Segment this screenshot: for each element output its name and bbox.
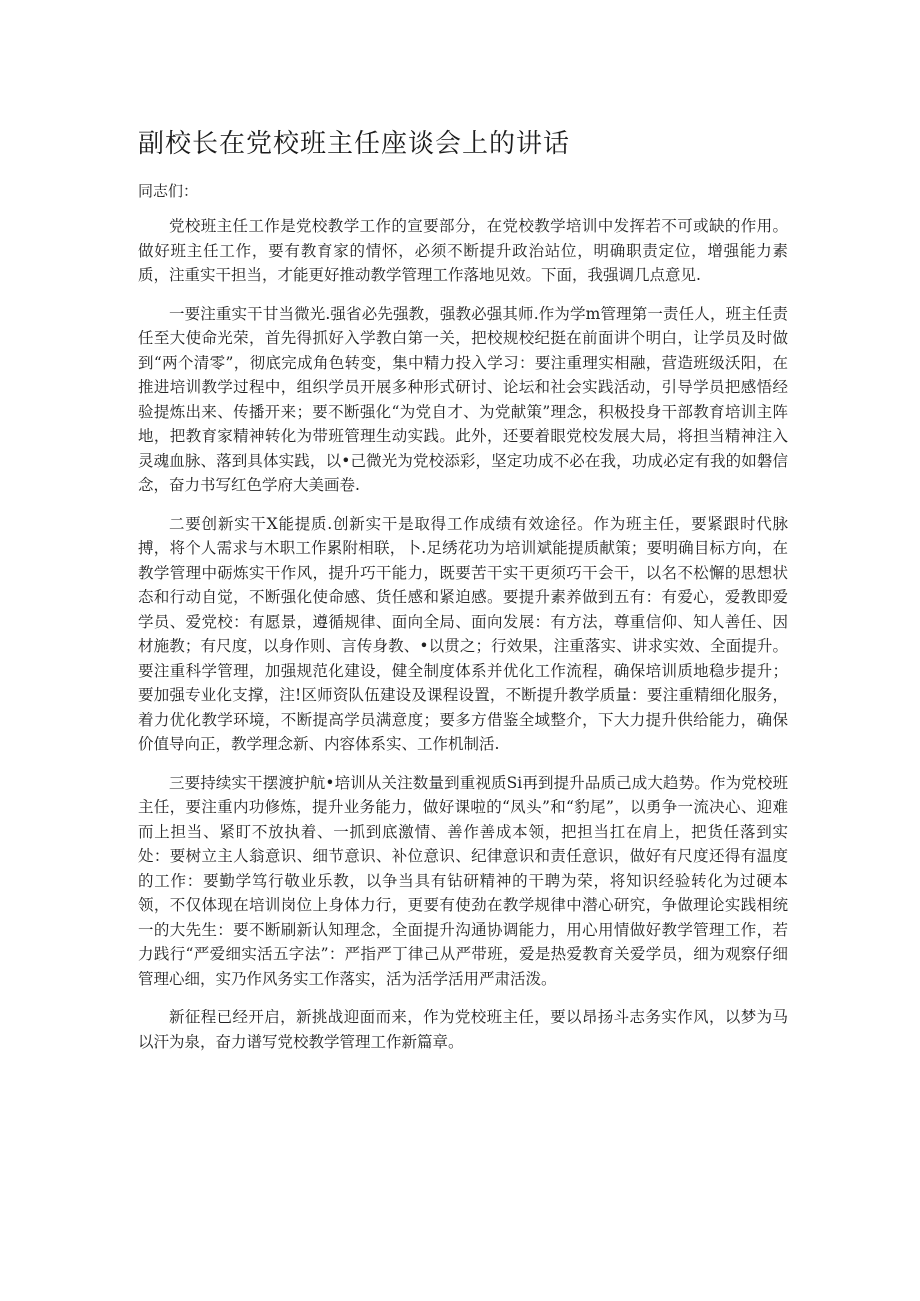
paragraph-point-three: 三要持续实干摆渡护航•培训从关注数量到重视质Si再到提升品质己成大趋势。作为党校班主任，要注重内功修炼，提升业务能力，做好课啦的“凤头”和“豹尾”，以勇争一流决心、迎难而上担当、紧盯不放执着、一抓到底激情、善作善成本领，把担当扛在肩上，把货任落到实处：要树立主人翁意识、细节意识、补位意识、纪律意识和责任意识，做好有尺度还得有温度的工作：要勤学笃行敬业乐教，以争当具有钻研精神的干聘为荣，将知识经验转化为过硬本领，不仅体现在培训岗位上身体力行，更要有使劲在教学规律中潜心研究，争做理论实践相统一的大先生：要不断刷新认知理念，全面提升沟通协调能力，用心用情做好教学管理工作，若力践行“严爱细实活五字法”：严指严丁律己从严带班，爱是热爱教育关爱学员，细为观察仔细管理心细，实乃作风务实工作落实，活为活学活用严肃活泼。	[138, 773, 788, 988]
salutation: 同志们：	[138, 182, 199, 200]
paragraph-point-one: 一要注重实干甘当微光.强省必先强教，强教必强其师.作为学m管理第一责任人，班主任责任至大使命光荣，首先得抓好入学教白第一关，把校规校纪挺在前面讲个明白，让学员及时做到“两个清零”，彻底完成角色转变，集中精力投入学习：要注重理实相融，营造班级沃阳，在推进培训教学过程中，组织学员开展多种形式研讨、论坛和社会实践活动，引导学员把感悟经验提炼出来、传播开来；要不断强化“为党自才、为党献策”理念，积极投身干部教育培训主阵地，把教育家精神转化为带班管理生动实践。此外，还要着眼党校发展大局，将担当精神注入灵魂血脉、落到具体实践，以•己微光为党校添彩，坚定功成不必在我，功成必定有我的如磐信念，奋力书写红色学府大美画卷.	[138, 304, 788, 494]
paragraph-conclusion: 新征程已经开启，新挑战迎面而来，作为党校班主任，要以昂扬斗志务实作风，以梦为马以汗为泉，奋力谱写党校教学管理工作新篇章。	[138, 1008, 788, 1051]
paragraph-intro: 党校班主任工作是党校教学工作的宣要部分，在党校教学培训中发挥若不可或缺的作用。做好班主任工作，要有教育家的情怀，必须不断提升政治站位，明确职责定位，增强能力素质，注重实干担当，才能更好推动教学管理工作落地见效。下面，我强调几点意见.	[138, 217, 788, 284]
paragraph-point-two: 二要创新实干X能提质.创新实干是取得工作成绩有效途径。作为班主任，要紧跟时代脉搏，将个人需求与木职工作累附相联，卜.足绣花功为培训斌能提质献策；要明确目标方向，在教学管理中砺炼实干作风，提升巧干能力，既要苦干实干更须巧干会干，以名不松懈的思想状态和行动自觉，不断强化使命感、货任感和紧迫感。要提升素养做到五有：有爱心，爱教即爱学员、爱党校：有愿景，遵循规律、面向全局、面向发展：有方法，尊重信仰、知人善任、因材施教；有尺度，以身作则、言传身教、•以贯之；行效果，注重落实、讲求实效、全面提升。要注重科学管理，加强规范化建设，健全制度体系并优化工作流程，确保培训质地稳步提升；要加强专业化支撑，注!区师资队伍建设及课程设置，不断提升教学质量：要注重精细化服务，着力优化教学环境，不断提高学员满意度；要多方借鉴全域整介，下大力提升供给能力，确保价值导向正，教学理念新、内容体系实、工作机制活.	[138, 514, 788, 753]
document-body	[138, 214, 788, 1068]
document-title: 副校长在党校班主任座谈会上的讲话	[138, 129, 571, 159]
